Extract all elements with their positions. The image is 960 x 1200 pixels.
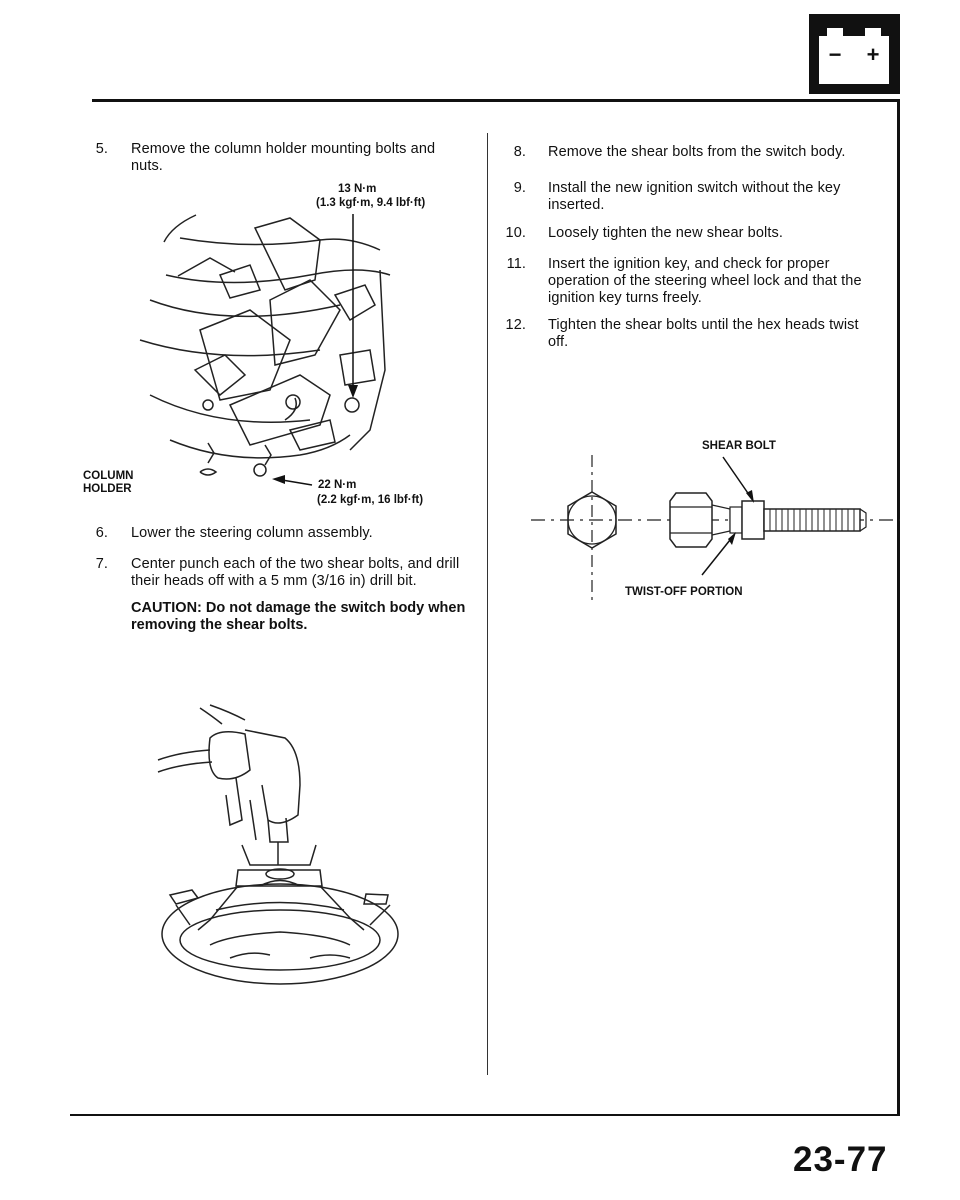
step-number: 7.	[95, 556, 108, 572]
step-number: 10.	[505, 225, 526, 241]
torque-top-line2: (1.3 kgf·m, 9.4 lbf·ft)	[316, 197, 426, 209]
step-number: 9.	[513, 180, 526, 196]
column-holder-label-line2: HOLDER	[83, 483, 132, 495]
step-text: Center punch each of the two shear bolts, and drill their heads off with a 5 mm (3/16 in) drill bit.	[131, 556, 460, 589]
caution-line2: removing the shear bolts.	[131, 617, 308, 633]
torque-bottom-line1: 22 N·m	[318, 479, 357, 491]
column-divider	[487, 133, 488, 1075]
shear-bolt-label: SHEAR BOLT	[702, 440, 776, 452]
step-text: Insert the ignition key, and check for proper operation of the steering wheel lock and that the ignition key turns freely.	[548, 256, 862, 306]
page-number: 23-77	[793, 1140, 888, 1179]
drill-figure	[150, 690, 410, 990]
column-holder-label-line1: COLUMN	[83, 470, 134, 482]
torque-top-line1: 13 N·m	[338, 183, 377, 195]
battery-minus-sign: −	[828, 42, 842, 67]
caution-note	[131, 600, 471, 634]
column-holder-figure	[80, 180, 480, 510]
step-number: 12.	[505, 317, 526, 333]
step-number: 11.	[506, 256, 526, 272]
step-number: 8.	[513, 144, 526, 160]
caution-line1: CAUTION: Do not damage the switch body when	[131, 600, 466, 616]
step-text: Install the new ignition switch without the key inserted.	[548, 180, 841, 213]
step-number: 6.	[95, 525, 108, 541]
twist-off-portion-label: TWIST-OFF PORTION	[625, 586, 743, 598]
step-text: Tighten the shear bolts until the hex heads twist off.	[548, 317, 859, 350]
bottom-rule	[70, 1114, 900, 1116]
step-text: Loosely tighten the new shear bolts.	[548, 225, 783, 241]
step-text: Lower the steering column assembly.	[131, 525, 373, 541]
torque-bottom-line2: (2.2 kgf·m, 16 lbf·ft)	[317, 494, 424, 506]
battery-plus-sign: +	[866, 42, 880, 67]
shear-bolt-figure	[530, 435, 900, 615]
step-text: Remove the shear bolts from the switch body.	[548, 144, 846, 160]
step-number: 5.	[95, 141, 108, 157]
step-text: Remove the column holder mounting bolts and nuts.	[131, 141, 436, 174]
battery-icon	[809, 14, 900, 94]
top-rule	[92, 99, 900, 102]
